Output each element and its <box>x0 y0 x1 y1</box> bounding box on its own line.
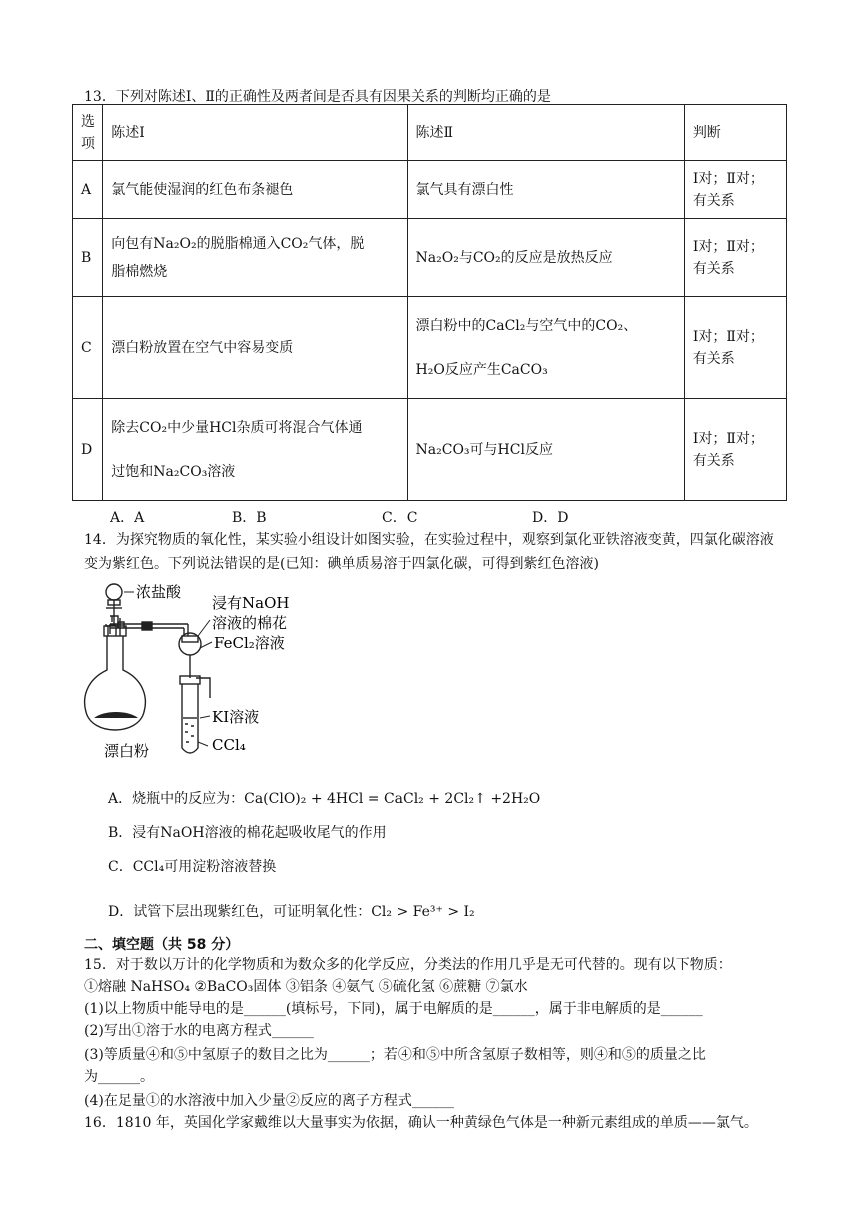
row-option: D <box>73 399 103 501</box>
question-15-substances: ①熔融 NaHSO₄ ②BaCO₃固体 ③铝条 ④氨气 ⑤硫化氢 ⑥蔗糖 ⑦氯水 <box>84 979 528 995</box>
q14-option-b[interactable]: B．浸有NaOH溶液的棉花起吸收尾气的作用 <box>108 825 387 841</box>
table-row <box>73 297 787 399</box>
q13-option-c[interactable]: C．C <box>382 510 418 526</box>
q13-option-a[interactable]: A．A <box>110 510 145 526</box>
question-15-part-4: (4)在足量①的水溶液中加入少量②反应的离子方程式______ <box>84 1093 454 1109</box>
header-statement-1: 陈述Ⅰ <box>103 105 407 161</box>
header-judgement: 判断 <box>684 105 786 161</box>
header-option: 选 项 <box>73 105 103 161</box>
label-naoh-cotton-1: 浸有NaOH <box>212 594 290 612</box>
table-row <box>73 161 787 219</box>
row-option: A <box>73 161 103 219</box>
header-statement-2: 陈述Ⅱ <box>407 105 684 161</box>
question-15-part-3b: 为______。 <box>84 1069 154 1085</box>
row-judgement: Ⅰ对；Ⅱ对； 有关系 <box>684 161 786 219</box>
label-ki: KI溶液 <box>212 708 260 726</box>
label-bleach: 漂白粉 <box>104 742 150 760</box>
row-statement-1: 向包有Na₂O₂的脱脂棉通入CO₂气体，脱 脂棉燃烧 <box>103 219 407 297</box>
row-statement-2: Na₂CO₃可与HCl反应 <box>407 399 684 501</box>
table-row <box>73 399 787 501</box>
row-statement-1: 漂白粉放置在空气中容易变质 <box>103 297 407 399</box>
label-naoh-cotton-2: 溶液的棉花 <box>212 614 288 632</box>
q14-option-a[interactable]: A．烧瓶中的反应为：Ca(ClO)₂ + 4HCl = CaCl₂ + 2Cl₂↑ +2H₂O <box>108 791 541 807</box>
table-row <box>73 219 787 297</box>
row-statement-1: 氯气能使湿润的红色布条褪色 <box>103 161 407 219</box>
question-14-stem: 14．为探究物质的氧化性，某实验小组设计如图实验，在实验过程中，观察到氯化亚铁溶液变黄，四氯化碳溶液变为紫红色。下列说法错误的是(已知：碘单质易溶于四氯化碳，可得到紫红色溶液) <box>84 532 774 572</box>
question-13-table <box>72 104 787 501</box>
question-15-part-1: (1)以上物质中能导电的是______(填标号，下同)，属于电解质的是______，属于非电解质的是______ <box>84 1001 703 1017</box>
row-statement-2: 漂白粉中的CaCl₂与空气中的CO₂、 H₂O反应产生CaCO₃ <box>407 297 684 399</box>
question-15-part-2: (2)写出①溶于水的电离方程式______ <box>84 1023 314 1039</box>
row-statement-2: 氯气具有漂白性 <box>407 161 684 219</box>
q14-option-c[interactable]: C．CCl₄可用淀粉溶液替换 <box>108 859 277 875</box>
label-conc-hcl: 浓盐酸 <box>136 583 182 601</box>
label-fecl2: FeCl₂溶液 <box>214 634 285 652</box>
q13-option-d[interactable]: D．D <box>532 510 569 526</box>
row-option: C <box>73 297 103 399</box>
row-statement-1: 除去CO₂中少量HCl杂质可将混合气体通 过饱和Na₂CO₃溶液 <box>103 399 407 501</box>
label-ccl4: CCl₄ <box>212 736 246 754</box>
row-judgement: Ⅰ对；Ⅱ对； 有关系 <box>684 297 786 399</box>
row-option: B <box>73 219 103 297</box>
row-judgement: Ⅰ对；Ⅱ对； 有关系 <box>684 219 786 297</box>
experiment-apparatus-diagram <box>80 578 320 778</box>
q14-option-d[interactable]: D．试管下层出现紫红色，可证明氧化性：Cl₂ > Fe³⁺ > I₂ <box>108 904 475 920</box>
q13-option-b[interactable]: B．B <box>232 510 267 526</box>
section-2-title: 二、填空题（共 58 分） <box>84 937 240 953</box>
question-13-stem: 13．下列对陈述Ⅰ、Ⅱ的正确性及两者间是否具有因果关系的判断均正确的是 <box>84 89 551 105</box>
question-15-part-3a: (3)等质量④和⑤中氢原子的数目之比为______；若④和⑤中所含氢原子数相等，则④和⑤的质量之比 <box>84 1047 706 1063</box>
row-judgement: Ⅰ对；Ⅱ对； 有关系 <box>684 399 786 501</box>
question-16-stem: 16．1810 年，英国化学家戴维以大量事实为依据，确认一种黄绿色气体是一种新元素组成的单质——氯气。 <box>84 1115 758 1131</box>
row-statement-2: Na₂O₂与CO₂的反应是放热反应 <box>407 219 684 297</box>
question-15-stem: 15．对于数以万计的化学物质和为数众多的化学反应，分类法的作用几乎是无可代替的。现有以下物质： <box>84 957 732 973</box>
